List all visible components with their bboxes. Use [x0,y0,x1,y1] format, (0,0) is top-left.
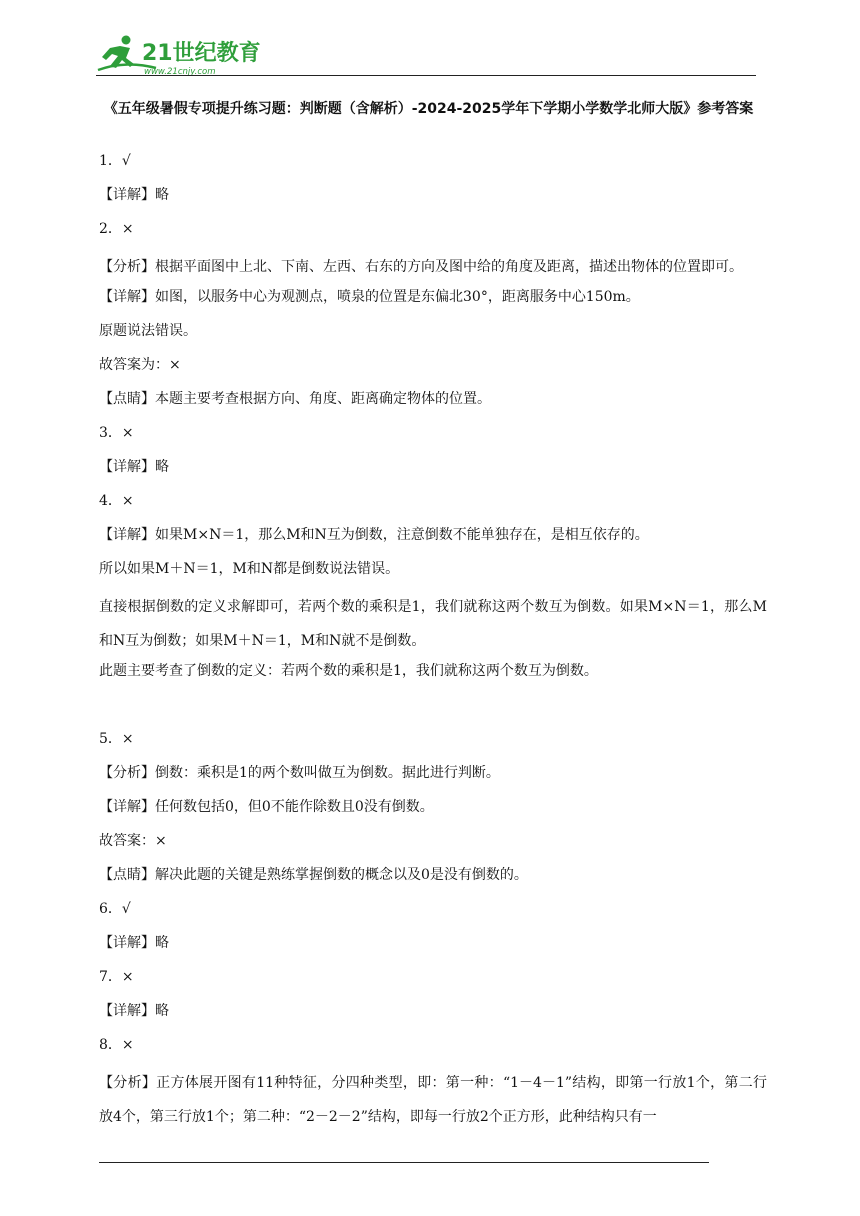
footer-rule [99,1162,709,1163]
detail-text: 【详解】如果M×N＝1，那么M和N互为倒数，注意倒数不能单独存在，是相互依存的。 [99,527,649,543]
detail-text: 【详解】如图，以服务中心为观测点，喷泉的位置是东偏北30°，距离服务中心150m。 [99,289,640,305]
body-text: 直接根据倒数的定义求解即可，若两个数的乘积是1，我们就称这两个数互为倒数。如果M×N＝1，那么M和N互为倒数；如果M＋N＝1，M和N就不是倒数。 [99,599,767,649]
detail-text: 【详解】略 [99,187,169,203]
body-text: 此题主要考查了倒数的定义：若两个数的乘积是1，我们就称这两个数互为倒数。 [99,663,598,679]
analysis-text: 【分析】正方体展开图有11种特征，分四种类型，即：第一种：“1－4－1”结构，即第一行放1个，第二行放4个，第三行放1个；第二种：“2－2－2”结构，即每一行放2个正方形，此种结构只有一 [99,1075,767,1125]
blank-line [99,692,767,726]
answer-number: 2．× [99,221,134,237]
page-header [96,30,756,78]
detail-text: 【详解】任何数包括0，但0不能作除数且0没有倒数。 [99,799,434,815]
body-text: 所以如果M＋N＝1，M和N都是倒数说法错误。 [99,561,400,577]
detail-text: 【详解】略 [99,1003,169,1019]
answer-number: 8．× [99,1037,134,1053]
header-rule [96,75,756,76]
comment-text: 【点睛】解决此题的关键是熟练掌握倒数的概念以及0是没有倒数的。 [99,867,528,883]
analysis-text: 【分析】根据平面图中上北、下南、左西、右东的方向及图中给的角度及距离，描述出物体的位置即可。 [99,259,743,275]
logo-text: 21世纪教育 [142,41,261,66]
answer-number: 7．× [99,969,134,985]
analysis-text: 【分析】倒数：乘积是1的两个数叫做互为倒数。据此进行判断。 [99,765,500,781]
answer-body [99,148,767,1134]
logo-url: www.21cnjy.com [144,67,216,77]
logo [96,34,266,78]
answer-number: 3．× [99,425,134,441]
detail-text: 【详解】略 [99,935,169,951]
detail-text: 【详解】略 [99,459,169,475]
body-text: 原题说法错误。 [99,323,197,339]
document-title: 《五年级暑假专项提升练习题：判断题（含解析）-2024-2025学年下学期小学数学北师大版》参考答案 [103,101,754,117]
body-text: 故答案为：× [99,357,181,373]
body-text: 故答案：× [99,833,167,849]
comment-text: 【点睛】本题主要考查根据方向、角度、距离确定物体的位置。 [99,391,491,407]
answer-number: 5．× [99,731,134,747]
answer-number: 4．× [99,493,134,509]
answer-number: 6．√ [99,901,131,917]
answer-number: 1．√ [99,153,131,169]
